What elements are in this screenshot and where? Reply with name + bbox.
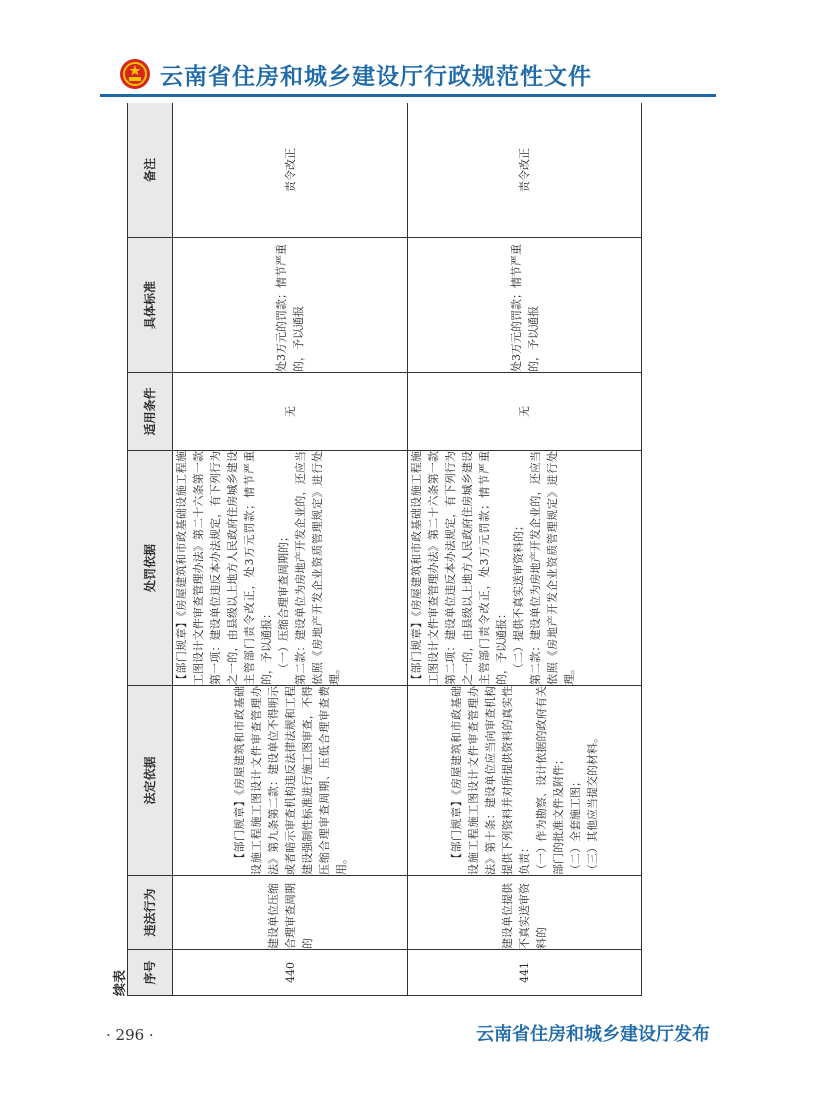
header-penalty: 处罚依据: [128, 451, 173, 686]
penalty-main: 【部门规章】《房屋建筑和市政基础设施工程施工图设计文件审查管理办法》第二十六条第一款第二项：建设单位违反本办法规定，有下列行为之一的，由县级以上地方人民政府住房城乡建设主管部门责令改正，处3万元罚款；情节严重的，予以通报：: [410, 451, 508, 685]
row-penalty: [173, 451, 408, 686]
penalty-item: （二）提供不真实送审资料的；: [512, 520, 525, 674]
document-series-title: 云南省住房和城乡建设厅行政规范性文件: [160, 63, 592, 90]
table-row: [173, 103, 408, 996]
row-standard: 处3万元的罚款；情节严重的，予以通报: [408, 238, 642, 373]
row-act: 建设单位提供不真实送审资料的: [408, 876, 642, 950]
row-law: [408, 686, 642, 876]
header-law: 法定依据: [128, 686, 173, 876]
table-row: [408, 103, 642, 996]
row-standard: 处3万元的罚款；情节严重的，予以通报: [173, 238, 408, 373]
row-note: 责令改正: [408, 103, 642, 238]
header-standard: 具体标准: [128, 238, 173, 373]
table-header-row: [128, 103, 173, 996]
publisher-label: 云南省住房和城乡建设厅发布: [476, 1024, 710, 1045]
row-act: 建设单位压缩合理审查周期的: [173, 876, 408, 950]
rotated-table-region: [105, 103, 645, 996]
law-item: （一）作为勘察、设计依据的政府有关部门的批准文件及附件；: [535, 686, 565, 875]
row-seq: 440: [173, 950, 408, 996]
header-divider: [100, 94, 716, 97]
row-note: 责令改正: [173, 103, 408, 238]
row-condition: 无: [173, 373, 408, 451]
header-seq: 序号: [128, 950, 173, 996]
penalty-clause: 第二款：建设单位为房地产开发企业的，还应当依照《房地产开发企业资质管理规定》进行处理。: [529, 451, 576, 685]
page-number: · 296 ·: [106, 1026, 154, 1044]
penalty-clause: 第二款：建设单位为房地产开发企业的，还应当依照《房地产开发企业资质管理规定》进行处理。: [294, 451, 341, 685]
page-header: [118, 56, 678, 92]
continued-label: 续表: [113, 969, 128, 996]
national-emblem-icon: [118, 57, 152, 91]
penalty-item: （一）压缩合理审查周期的；: [277, 531, 290, 674]
penalty-table: [127, 103, 642, 996]
header-act: 违法行为: [128, 876, 173, 950]
penalty-main: 【部门规章】《房屋建筑和市政基础设施工程施工图设计文件审查管理办法》第二十六条第一款第一项：建设单位违反本办法规定，有下列行为之一的，由县级以上地方人民政府住房城乡建设主管部门责令改正，处3万元罚款；情节严重的，予以通报：: [175, 451, 273, 685]
rotated-page-content: [105, 103, 645, 996]
law-item: （三）其他应当提交的材料。: [586, 732, 599, 875]
row-condition: 无: [408, 373, 642, 451]
row-law: [173, 686, 408, 876]
law-item: （二）全套施工图；: [569, 776, 582, 875]
header-note: 备注: [128, 103, 173, 238]
law-text: 【部门规章】《房屋建筑和市政基础设施工程施工图设计文件审查管理办法》第九条第二款：建设单位不得明示或者暗示审查机构违反法律法规和工程建设强制性标准进行施工图审查，不得压缩合理审查周期、压低合理审查费用。: [232, 686, 348, 875]
header-condition: 适用条件: [128, 373, 173, 451]
row-seq: 441: [408, 950, 642, 996]
law-text: 【部门规章】《房屋建筑和市政基础设施工程施工图设计文件审查管理办法》第十条：建设单位应当向审查机构提供下列资料并对所提供资料的真实性负责：: [450, 686, 531, 875]
row-penalty: [408, 451, 642, 686]
